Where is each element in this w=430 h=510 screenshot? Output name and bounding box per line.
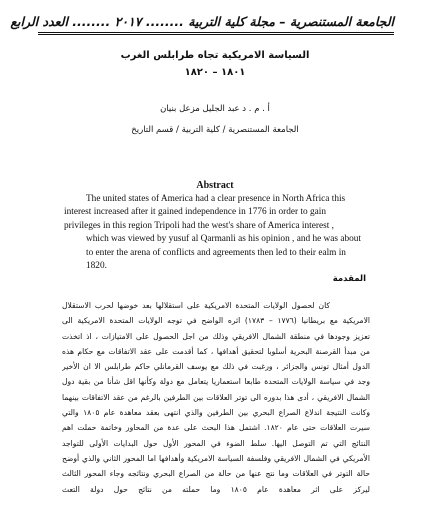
introduction-body: [62, 298, 370, 497]
introduction-line: وجد في سياسة الولايات المتحدة طابعا استعماريا يتعامل مع دولة وكأنها اقل شأنا من بقية دول: [62, 377, 370, 387]
abstract-line: The united states of America had a clear presence in North Africa this: [86, 194, 346, 204]
running-header: [10, 10, 394, 36]
introduction-line: الدول أمثال تونس والجزائر ، ورغبت في ذلك مع يوسف القرمانلي حاكم طرابلس الا ان الأخير: [62, 362, 370, 372]
article-years: ١٨٠١ – ١٨٢٠: [184, 67, 246, 78]
introduction-line: تعزيز وجودها في منطقة الشمال الافريقي وذلك من اجل الحصول على الامتيازات ، اذ اتخذت: [62, 331, 370, 341]
introduction-heading: المقدمة: [332, 274, 366, 284]
introduction-line: النتائج التي تم التوصل اليها. سلط الضوء في المحور الأول حول البدايات الأولى للتواجد: [62, 438, 370, 448]
introduction-line: الامريكية مع بريطانيا (١٧٧٦ – ١٧٨٣) اثره الواضح في توجه الولايات المتحدة الامريكية الى: [62, 316, 370, 326]
introduction-line: كان لحصول الولايات المتحدة الامريكية على استقلالها بعد خوضها لحرب الاستقلال: [62, 301, 330, 310]
abstract-line: 1820.: [86, 261, 107, 272]
article-title: السياسة الامريكية تجاه طرابلس الغرب: [120, 50, 310, 61]
abstract-line: interest increased after it gained independence in 1776 in order to gain: [64, 207, 327, 218]
abstract-body: [64, 193, 374, 273]
abstract-line: privileges in this region Tripoli had the west's share of America interest ,: [64, 220, 334, 231]
introduction-line: سيرت العلاقات حتى عام ١٨٢٠. اشتمل هذا البحث على عدة من المحاور وخاتمة حملت اهم: [62, 423, 370, 433]
introduction-line: حالة التوتر في العلاقات وما نتج عنها من حالة من الصراع البحري ونتائجه وجاء المحور الثالث: [62, 469, 370, 479]
introduction-line: الشمال الافريقي ، أدى هذا بدوره الى توتر العلاقات بين الطرفين بالرغم من عقد الاتفاقات بينهما: [62, 392, 370, 402]
abstract-line: to enter the arena of conflicts and agreements then led to their ealm in: [86, 247, 346, 258]
header-rule: [38, 32, 394, 35]
introduction-line: الأمريكي في الشمال الافريقي وفلسفة السياسة الامريكية وأهدافها اما المحور الثاني والذي أوضح: [62, 453, 370, 463]
introduction-line: ليركز على اثر معاهدة عام ١٨٠٥ وما حملته من نتائج حول دولة التعث: [62, 484, 370, 494]
running-header-title: الجامعة المستنصرية – مجلة كلية التربية ........ ٢٠١٧ ........ العدد الرابع: [10, 14, 394, 29]
introduction-line: وكانت النتيجة اندلاع الصراع البحري بين الطرفين والذي انتهى بعقد معاهدة عام ١٨٠٥ والتي: [62, 408, 370, 418]
introduction-line: من مبدأ القرصنة البحرية أسلوبا لتحقيق أهدافها ، كما أقدمت على عقد الاتفاقات مع حكام هذه: [62, 346, 370, 356]
author-affiliation: الجامعة المستنصرية / كلية التربية / قسم التاريخ: [131, 125, 299, 135]
abstract-heading: Abstract: [196, 180, 234, 191]
abstract-line: which was viewed by yusuf al Qarmanli as his opinion , and he was about: [86, 234, 361, 245]
author-name: أ . م . د عبد الجليل مزعل بنيان: [160, 104, 270, 114]
